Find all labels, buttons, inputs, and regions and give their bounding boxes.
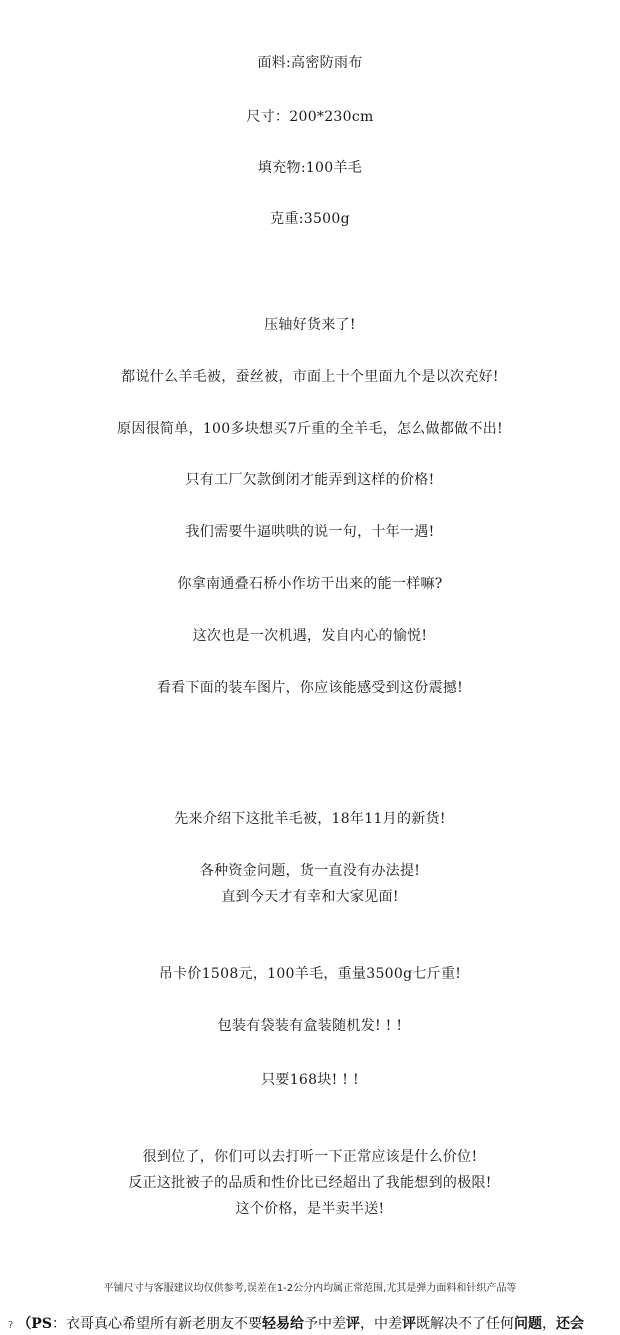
detail-line-1: 先来介绍下这批羊毛被，18年11月的新货!: [174, 811, 446, 827]
ps-seg-4: 评: [345, 1316, 360, 1332]
ps-prefix: （PS: [17, 1316, 52, 1332]
ps-note: [8, 1315, 620, 1335]
spec-size: 尺寸：200*230cm: [246, 109, 374, 125]
detail-line-7: 很到位了，你们可以去打听一下正常应该是什么价位!: [142, 1149, 478, 1165]
ps-seg-3: 予中差: [303, 1316, 346, 1332]
intro-line-4: 我们需要牛逼哄哄的说一句，十年一遇!: [185, 524, 435, 540]
intro-line-6: 这次也是一次机遇，发自内心的愉悦!: [192, 628, 428, 644]
intro-line-7: 看看下面的装车图片，你应该能感受到这份震撼!: [156, 680, 464, 696]
spec-weight: 克重:3500g: [270, 211, 350, 227]
ps-seg-9: ，: [541, 1316, 556, 1332]
intro-line-5: 你拿南通叠石桥小作坊干出来的能一样嘛?: [177, 576, 443, 592]
ps-seg-1: ：衣哥真心希望所有新老朋友不要: [51, 1316, 262, 1332]
ps-seg-5: ，中差: [359, 1316, 402, 1332]
spec-filling: 填充物:100羊毛: [257, 160, 363, 176]
ps-mark: ?: [8, 1320, 14, 1331]
size-disclaimer: 平铺尺寸与客服建议均仅供参考,误差在1-2公分内均属正常范围,尤其是弹力面料和针织产品等: [103, 1283, 517, 1294]
detail-line-9: 这个价格，是半卖半送!: [235, 1201, 385, 1217]
detail-line-5: 包装有袋装有盒装随机发! ! !: [217, 1018, 403, 1034]
spec-fabric: 面料:高密防雨布: [257, 55, 363, 71]
intro-line-2: 原因很简单，100多块想买7斤重的全羊毛，怎么做都做不出!: [117, 421, 503, 437]
ps-seg-8: 问题: [513, 1316, 542, 1332]
detail-line-8: 反正这批被子的品质和性价比已经超出了我能想到的极限!: [128, 1175, 492, 1191]
detail-line-4: 吊卡价1508元，100羊毛，重量3500g七斤重!: [158, 966, 462, 982]
detail-line-3: 直到今天才有幸和大家见面!: [221, 889, 399, 905]
headline: 压轴好货来了!: [264, 317, 356, 333]
detail-line-2: 各种资金问题，货一直没有办法提!: [199, 863, 421, 879]
intro-line-1: 都说什么羊毛被，蚕丝被，市面上十个里面九个是以次充好!: [121, 369, 499, 385]
detail-line-6: 只要168块! ! !: [261, 1072, 359, 1088]
ps-seg-2: 轻易给: [261, 1316, 304, 1332]
intro-line-3: 只有工厂欠款倒闭才能弄到这样的价格!: [185, 472, 435, 488]
ps-seg-7: 既解决不了任何: [415, 1316, 514, 1332]
ps-seg-6: 评: [401, 1316, 416, 1332]
ps-seg-10: 还会: [555, 1316, 584, 1332]
